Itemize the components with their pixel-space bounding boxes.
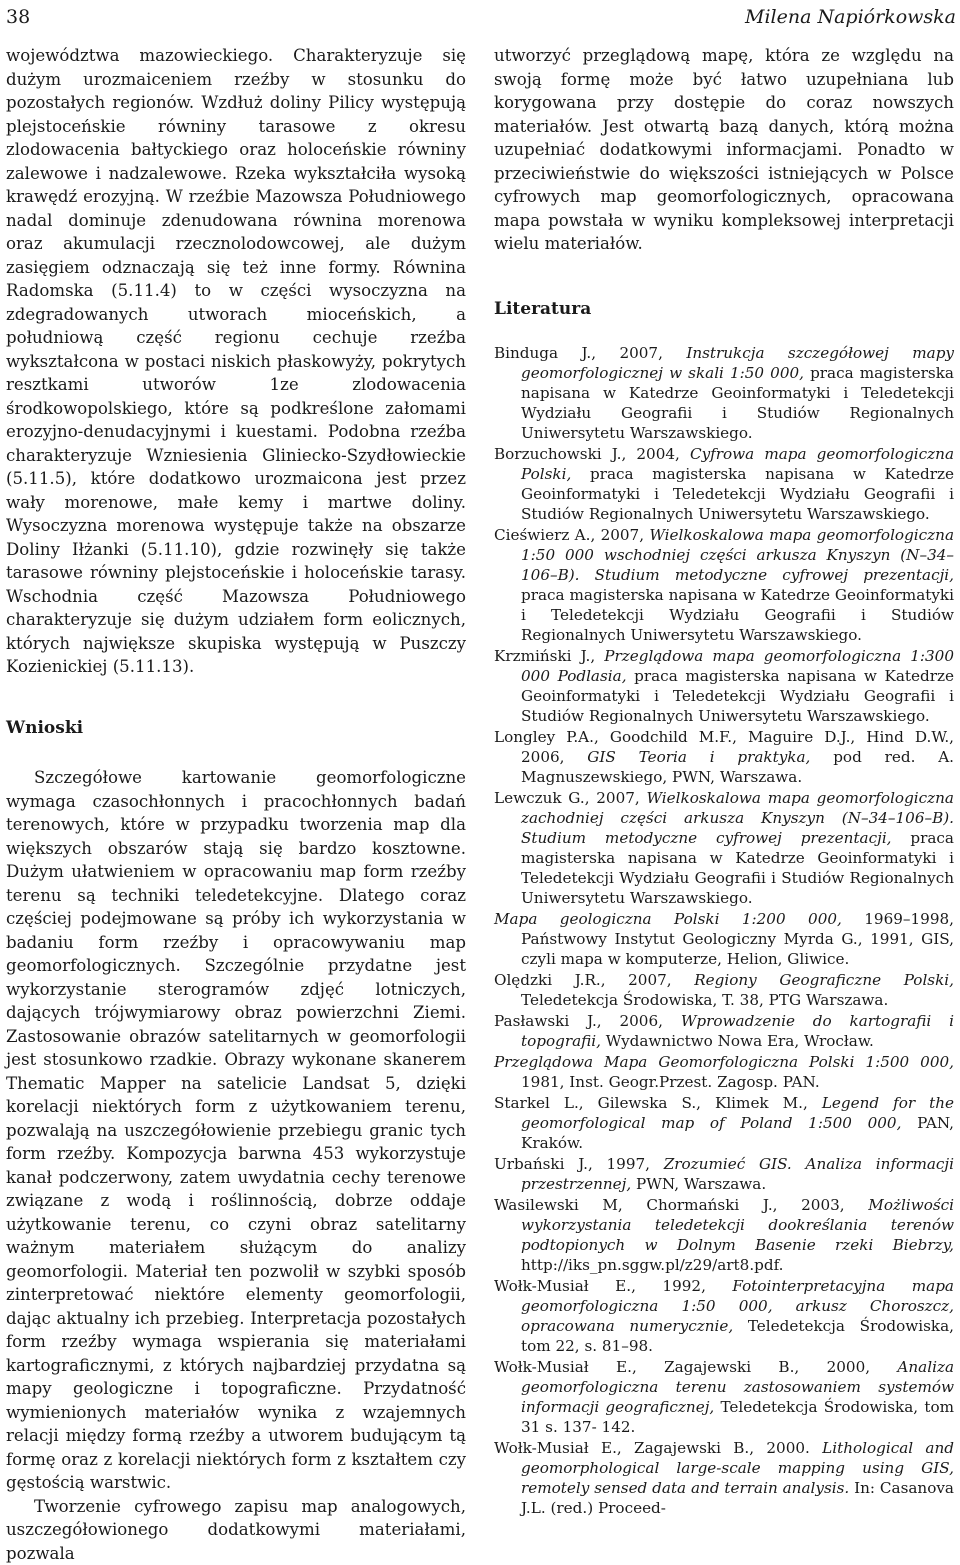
- reference-details: praca magisterska napisana w Katedrze Geoinformatyki i Teledetekcji Wydziału Geografii i Studiów Regionalnych Uniwersytetu Warszawskiego.: [521, 829, 954, 907]
- reference-authors: Wołk-Musiał E., 1992,: [494, 1277, 732, 1295]
- reference-title: Możliwości wykorzystania teledetekcji dookreślania terenów podtopionych w Dolnym Basenie rzeki Biebrzy,: [521, 1196, 954, 1254]
- reference-title: Fotointerpretacyjna mapa geomorfologiczna 1:50 000, arkusz Choroszcz, opracowana numerycznie,: [521, 1277, 954, 1335]
- reference-authors: Borzuchowski J., 2004,: [494, 445, 690, 463]
- continuation-paragraph: utworzyć przeglądową mapę, która ze względu na swoją formę może być łatwo uzupełniana lub korygowana przy dostępie do coraz nowszych materiałów. Jest otwartą bazą danych, którą można uzupełniać dodatkowymi informacjami. Ponadto w przeciwieństwie do większości istniejących w Polsce cyfrowych map geomorfologicznych, opracowana mapa powstała w wyniku kompleksowej interpretacji wielu materiałów.: [494, 44, 954, 256]
- reference-entry: [494, 525, 954, 645]
- reference-entry: [494, 1195, 954, 1275]
- left-column: [6, 44, 466, 1565]
- intro-paragraph: województwa mazowieckiego. Charakteryzuje się dużym urozmaiceniem rzeźby w stosunku do pozostałych regionów. Wzdłuż doliny Pilicy występują plejstoceńskie równiny tarasowe z okresu zlodowacenia bałtyckiego oraz holoceńskie równiny zalewowe i nadzalewowe. Rzeka wykształciła wysoką krawędź erozyjną. W rzeźbie Mazowsza Południowego nadal dominuje zdenudowana równina morenowa oraz akumulacji rzecznolodowcowej, ale dużym zasięgiem odznaczają się też inne formy. Równina Radomska (5.11.4) to w części wysoczyzna na zdegradowanych utworach mioceńskich, a południową część regionu cechuje rzeźba wykształcona w postaci niskich płaskowyży, pokrytych resztkami utworów 1ze zlodowacenia środkowopolskiego, które są podkreślone załomami erozyjno-denudacyjnymi i kuestami. Podobna rzeźba charakteryzuje Wzniesienia Gliniecko-Szydłowieckie (5.11.5), które dodatkowo urozmaicona jest przez wały morenowe, małe kemy i martwe doliny. Wysoczyzna morenowa występuje także na obszarze Doliny Iłżanki (5.11.10), gdzie rozwinęły się także tarasowe równiny plejstoceńskie i holoceńskie tarasy. Wschodnia część Mazowsza Południowego charakteryzuje się dużym udziałem form eolicznych, których największe skupiska występują w Puszczy Kozienickiej (5.11.13).: [6, 44, 466, 679]
- right-column: [494, 44, 954, 1519]
- reference-authors: Longley P.A., Goodchild M.F., Maguire D.J., Hind D.W., 2006,: [494, 728, 954, 766]
- reference-authors: Cieświerz A., 2007,: [494, 526, 649, 544]
- reference-authors: Wołk-Musiał E., Zagajewski B., 2000.: [494, 1439, 822, 1457]
- conclusions-paragraph: Tworzenie cyfrowego zapisu map analogowych, uszczegółowionego dodatkowymi materiałami, pozwala: [6, 1495, 466, 1565]
- reference-authors: Wołk-Musiał E., Zagajewski B., 2000,: [494, 1358, 897, 1376]
- reference-details: PWN, Warszawa.: [631, 1175, 766, 1193]
- page-header: [6, 6, 956, 30]
- reference-authors: Olędzki J.R., 2007,: [494, 971, 694, 989]
- reference-entry: [494, 1093, 954, 1153]
- reference-title: Przeglądowa Mapa Geomorfologiczna Polski 1:500 000,: [494, 1053, 954, 1071]
- reference-entry: [494, 1357, 954, 1437]
- reference-entry: [494, 970, 954, 1010]
- reference-authors: Krzmiński J.,: [494, 647, 604, 665]
- reference-title: Wielkoskalowa mapa geomorfologiczna zachodniej części arkusza Knyszyn (N–34–106–B). Studium metodyczne cyfrowej prezentacji,: [521, 789, 954, 847]
- reference-details: In: Casanova J.L. (red.) Proceed-: [521, 1479, 954, 1517]
- reference-details: Wydawnictwo Nowa Era, Wrocław.: [601, 1032, 874, 1050]
- reference-entry: [494, 646, 954, 726]
- reference-details: PAN, Kraków.: [521, 1114, 954, 1152]
- reference-entry: [494, 788, 954, 908]
- reference-entry: [494, 1276, 954, 1356]
- reference-entry: [494, 343, 954, 443]
- reference-entry: [494, 1154, 954, 1194]
- reference-title: Cyfrowa mapa geomorfologiczna Polski,: [521, 445, 954, 483]
- reference-details: praca magisterska napisana w Katedrze Geoinformatyki i Teledetekcji Wydziału Geografii i Studiów Regionalnych Uniwersytetu Warszawskiego.: [521, 364, 954, 442]
- reference-authors: Urbański J., 1997,: [494, 1155, 664, 1173]
- reference-details: praca magisterska napisana w Katedrze Geoinformatyki i Teledetekcji Wydziału Geografii i Studiów Regionalnych Uniwersytetu Warszawskiego.: [521, 586, 954, 644]
- reference-entry: [494, 444, 954, 524]
- reference-details: praca magisterska napisana w Katedrze Geoinformatyki i Teledetekcji Wydziału Geografii i Studiów Regionalnych Uniwersytetu Warszawskiego.: [521, 667, 954, 725]
- reference-details: http://iks_pn.sggw.pl/z29/art8.pdf.: [521, 1256, 784, 1274]
- reference-details: 1981, Inst. Geogr.Przest. Zagosp. PAN.: [521, 1073, 820, 1091]
- reference-authors: Pasławski J., 2006,: [494, 1012, 681, 1030]
- reference-authors: Starkel L., Gilewska S., Klimek M.,: [494, 1094, 822, 1112]
- reference-title: Legend for the geomorfological map of Poland 1:500 000,: [521, 1094, 954, 1132]
- section-heading-wnioski: Wnioski: [6, 717, 466, 741]
- running-author: Milena Napiórkowska: [745, 6, 956, 28]
- reference-title: Lithological and geomorphological large-scale mapping using GIS, remotely sensed data and terrain analysis.: [521, 1439, 954, 1497]
- reference-title: Mapa geologiczna Polski 1:200 000,: [494, 910, 842, 928]
- reference-title: Wprowadzenie do kartografii i topografii,: [521, 1012, 954, 1050]
- reference-entry: [494, 1052, 954, 1092]
- page-number: 38: [6, 6, 30, 28]
- reference-title: GIS Teoria i praktyka,: [587, 748, 810, 766]
- conclusions-paragraph: Szczegółowe kartowanie geomorfologiczne wymaga czasochłonnych i pracochłonnych badań terenowych, które w przypadku tworzenia map dla większych obszarów stają się bardzo kosztowne. Dużym ułatwieniem w opracowaniu map form rzeźby terenu są techniki teledetekcyjne. Dlatego coraz częściej podejmowane są próby ich wykorzystania w badaniu form rzeźby i opracowywaniu map geomorfologicznych. Szczególnie przydatne jest wykorzystanie sterogramów zdjęć lotniczych, dających trójwymiarowy obraz powierzchni Ziemi. Zastosowanie obrazów satelitarnych w geomorfologii jest stosunkowo rzadkie. Obrazy wykonane skanerem Thematic Mapper na satelicie Landsat 5, dzięki korelacji niektórych form z użytkowaniem terenu, pozwalają na uszczegółowienie przebiegu granic tych form rzeźby. Kompozycja barwna 453 wykorzystuje kanał podczerwony, zatem uwydatnia cechy terenowe związane z wodą i roślinnością, dobrze oddaje użytkowanie terenu, co czyni obraz satelitarny ważnym materiałem służącym do analizy geomorfologii. Materiał ten pozwolił w szybki sposób zinterpretować niektóre elementy geomorfologii, dając aktualny ich przebieg. Interpretacja pozostałych form rzeźby wymaga wspierania się materiałami kartograficznymi, z których najbardziej przydatna są mapy geologiczne i topograficzne. Przydatność wymienionych materiałów wynika z wzajemnych relacji między formą rzeźby a utworem budującym tą formę oraz z korelacji niektórych form z kształtem czy gęstością warstwic.: [6, 766, 466, 1495]
- reference-title: Przeglądowa mapa geomorfologiczna 1:300 000 Podlasia,: [521, 647, 954, 685]
- reference-details: pod red. A. Magnuszewskiego, PWN, Warszawa.: [521, 748, 954, 786]
- reference-title: Regiony Geograficzne Polski,: [694, 971, 954, 989]
- reference-details: 1969–1998, Państwowy Instytut Geologiczny Myrda G., 1991, GIS, czyli mapa w komputerze, Helion, Gliwice.: [521, 910, 954, 968]
- reference-title: Analiza geomorfologiczna terenu zastosowaniem systemów informacji geograficznej,: [521, 1358, 954, 1416]
- reference-authors: Lewczuk G., 2007,: [494, 789, 646, 807]
- references-heading: Literatura: [494, 298, 954, 322]
- reference-authors: Binduga J., 2007,: [494, 344, 686, 362]
- reference-title: Wielkoskalowa mapa geomorfologiczna 1:50 000 wschodniej części arkusza Knyszyn (N–34–106–B). Studium metodyczne cyfrowej prezentacji,: [521, 526, 954, 584]
- reference-details: Teledetekcja Środowiska, tom 31 s. 137- 142.: [521, 1398, 954, 1436]
- reference-details: Teledetekcja Środowiska, tom 22, s. 81–98.: [521, 1317, 954, 1355]
- references-list: [494, 343, 954, 1518]
- reference-title: Instrukcja szczegółowej mapy geomorfologicznej w skali 1:50 000,: [521, 344, 954, 382]
- reference-entry: [494, 1011, 954, 1051]
- reference-entry: [494, 909, 954, 969]
- reference-details: Teledetekcja Środowiska, T. 38, PTG Warszawa.: [521, 991, 888, 1009]
- reference-entry: [494, 1438, 954, 1518]
- reference-title: Zrozumieć GIS. Analiza informacji przestrzennej,: [521, 1155, 954, 1193]
- reference-entry: [494, 727, 954, 787]
- reference-details: praca magisterska napisana w Katedrze Geoinformatyki i Teledetekcji Wydziału Geografii i Studiów Regionalnych Uniwersytetu Warszawskiego.: [521, 465, 954, 523]
- reference-authors: Wasilewski M, Chormański J., 2003,: [494, 1196, 868, 1214]
